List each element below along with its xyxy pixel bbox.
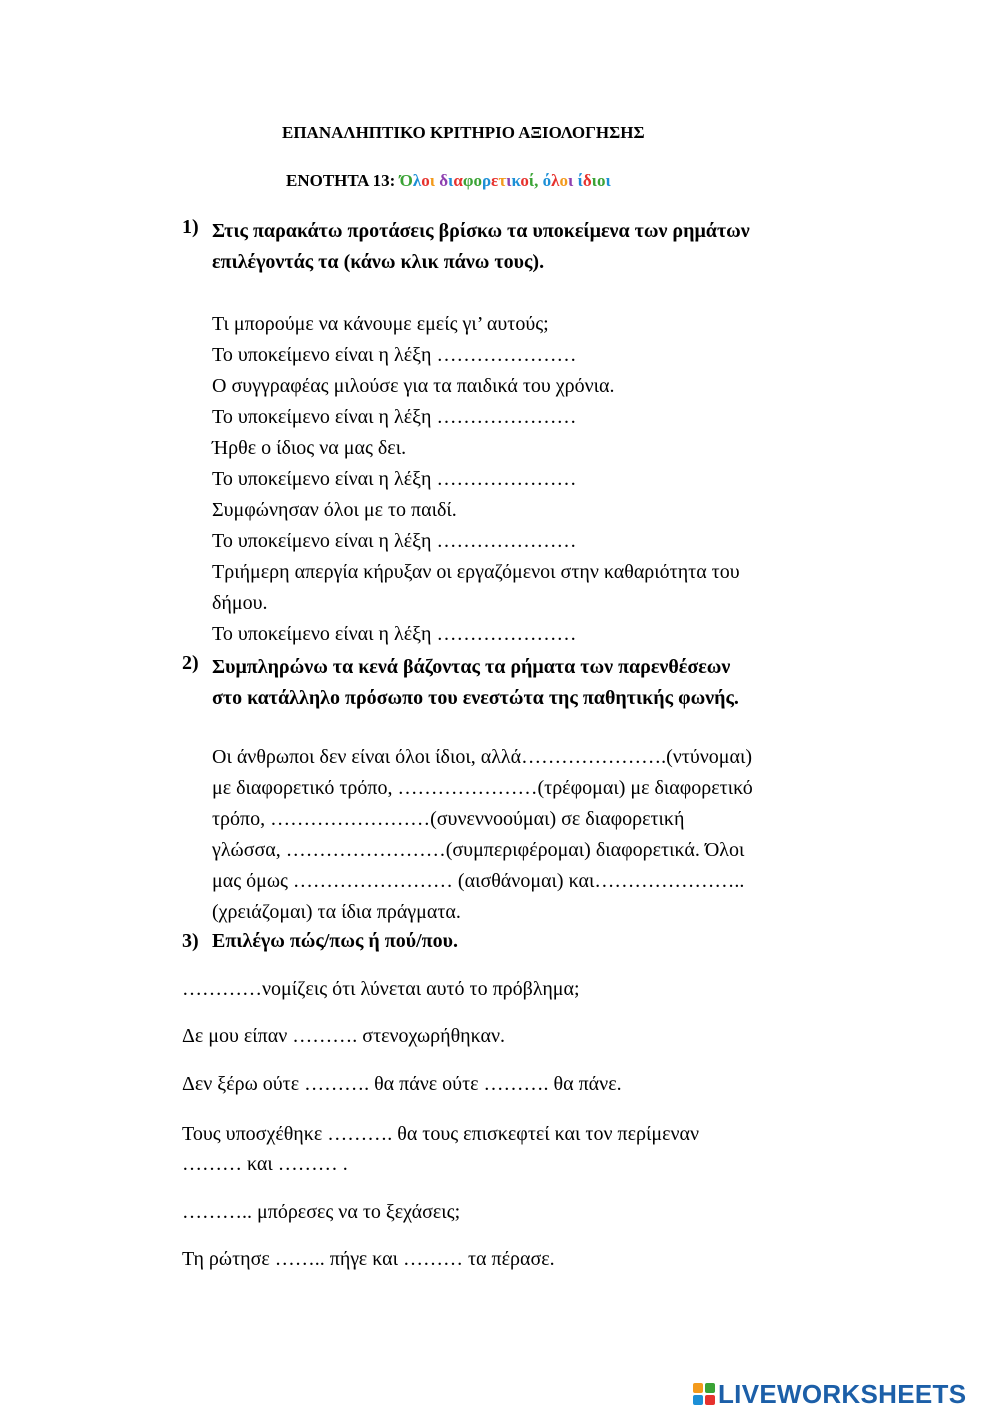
fill-blank-line[interactable]: γλώσσα, ……………………(συμπεριφέρομαι) διαφορετικά. Όλοι xyxy=(212,839,745,861)
unit-prefix: ΕΝΟΤΗΤΑ 13: xyxy=(286,171,396,190)
liveworksheets-logo[interactable] xyxy=(693,1375,966,1413)
section2-paragraph xyxy=(212,742,753,928)
unit-title-letter: φ xyxy=(462,171,474,190)
sentence-line: Τριήμερη απεργία κήρυξαν οι εργαζόμενοι στην καθαριότητα του xyxy=(212,561,740,583)
fill-blank-line[interactable]: Οι άνθρωποι δεν είναι όλοι ίδιοι, αλλά………………….(ντύνομαι) xyxy=(212,746,753,768)
subject-answer-line[interactable]: Το υποκείμενο είναι η λέξη ………………… xyxy=(212,468,577,490)
logo-square-icon xyxy=(705,1395,715,1405)
unit-title-letter: δ xyxy=(439,171,449,190)
choice-sentence[interactable]: Δε μου είπαν ………. στενοχωρήθηκαν. xyxy=(182,1025,506,1047)
section1-sentences xyxy=(212,309,740,650)
unit-title-letter: κ xyxy=(511,171,521,190)
unit-title-letter: ε xyxy=(491,171,499,190)
unit-title-letter: λ xyxy=(551,171,560,190)
fill-blank-line: (χρειάζομαι) τα ίδια πράγματα. xyxy=(212,901,461,923)
choice-sentence[interactable]: Τη ρώτησε …….. πήγε και ……… τα πέρασε. xyxy=(182,1248,555,1270)
logo-icon xyxy=(693,1383,715,1405)
instruction-line: στο κατάλληλο πρόσωπο του ενεστώτα της παθητικής φωνής. xyxy=(212,687,739,709)
unit-title-letter: ί xyxy=(577,171,583,190)
logo-square-icon xyxy=(693,1395,703,1405)
unit-title-letter: ο xyxy=(596,171,606,190)
section2-instruction xyxy=(212,652,739,714)
sentence-line: Ο συγγραφέας μιλούσε για τα παιδικά του χρόνια. xyxy=(212,375,615,397)
sentence-line: Συμφώνησαν όλοι με το παιδί. xyxy=(212,499,457,521)
unit-title-letter: ι xyxy=(605,171,611,190)
unit-title-letter: ι xyxy=(506,171,512,190)
unit-title-letter: ι xyxy=(568,171,574,190)
choice-sentence[interactable]: Δεν ξέρω ούτε ………. θα πάνε ούτε ………. θα πάνε. xyxy=(182,1073,622,1095)
section3-number: 3) xyxy=(182,930,199,952)
unit-title-letter: ί xyxy=(528,171,535,190)
section1-number: 1) xyxy=(182,216,199,238)
subject-answer-line[interactable]: Το υποκείμενο είναι η λέξη ………………… xyxy=(212,344,577,366)
subject-answer-line[interactable]: Το υποκείμενο είναι η λέξη ………………… xyxy=(212,530,577,552)
unit-title-letter: ι xyxy=(448,171,454,190)
logo-text: LIVEWORKSHEETS xyxy=(718,1378,967,1409)
section1-instruction xyxy=(212,216,750,278)
unit-title-letter: ο xyxy=(520,171,529,190)
section2-number: 2) xyxy=(182,652,199,674)
choice-sentence[interactable]: …………νομίζεις ότι λύνεται αυτό το πρόβλημα; xyxy=(182,978,580,1000)
worksheet-title: ΕΠΑΝΑΛΗΠΤΙΚΟ ΚΡΙΤΗΡΙΟ ΑΞΙΟΛΟΓΗΣΗΣ xyxy=(282,123,645,142)
unit-title-letter: ο xyxy=(421,171,430,190)
unit-title-letter: , xyxy=(534,171,539,190)
unit-title-letter: τ xyxy=(498,171,507,190)
unit-title-letter: ο xyxy=(473,171,482,190)
choice-sentence[interactable]: ……….. μπόρεσες να το ξεχάσεις; xyxy=(182,1201,461,1223)
unit-title-letter: ό xyxy=(542,171,552,190)
logo-square-icon xyxy=(693,1383,703,1393)
fill-blank-line[interactable]: τρόπο, ……………………(συνεννοούμαι) σε διαφορετική xyxy=(212,808,685,830)
instruction-line: επιλέγοντάς τα (κάνω κλικ πάνω τους). xyxy=(212,251,545,273)
choice-sentence[interactable]: ……… και ……… . xyxy=(182,1153,348,1175)
unit-title-letter: Ό xyxy=(399,171,413,190)
unit-title-letter: ι xyxy=(591,171,597,190)
unit-title-letter: ρ xyxy=(481,171,492,190)
unit-heading xyxy=(286,171,611,191)
fill-blank-line[interactable]: μας όμως …………………… (αισθάνομαι) και………………….. xyxy=(212,870,745,892)
subject-answer-line[interactable]: Το υποκείμενο είναι η λέξη ………………… xyxy=(212,406,577,428)
subject-answer-line[interactable]: Το υποκείμενο είναι η λέξη ………………… xyxy=(212,623,577,645)
fill-blank-line[interactable]: με διαφορετικό τρόπο, …………………(τρέφομαι) με διαφορετικό xyxy=(212,777,753,799)
section3-instruction: Επιλέγω πώς/πως ή πού/που. xyxy=(212,930,459,952)
unit-title-letter: λ xyxy=(412,171,422,190)
unit-title-letter: α xyxy=(453,171,463,190)
sentence-line: Ήρθε ο ίδιος να μας δει. xyxy=(212,437,407,459)
sentence-line: Τι μπορούμε να κάνουμε εμείς γι’ αυτούς; xyxy=(212,313,549,335)
choice-sentence[interactable]: Τους υποσχέθηκε ………. θα τους επισκεφτεί και τον περίμεναν xyxy=(182,1123,700,1145)
instruction-line: Συμπληρώνω τα κενά βάζοντας τα ρήματα των παρενθέσεων xyxy=(212,656,731,678)
sentence-line: δήμου. xyxy=(212,592,268,614)
unit-title-letter: δ xyxy=(582,171,592,190)
unit-title-rainbow xyxy=(400,171,611,190)
unit-title-letter: ο xyxy=(559,171,569,190)
instruction-line: Στις παρακάτω προτάσεις βρίσκω τα υποκείμενα των ρημάτων xyxy=(212,220,750,242)
logo-square-icon xyxy=(705,1383,715,1393)
unit-title-letter: ι xyxy=(429,171,435,190)
